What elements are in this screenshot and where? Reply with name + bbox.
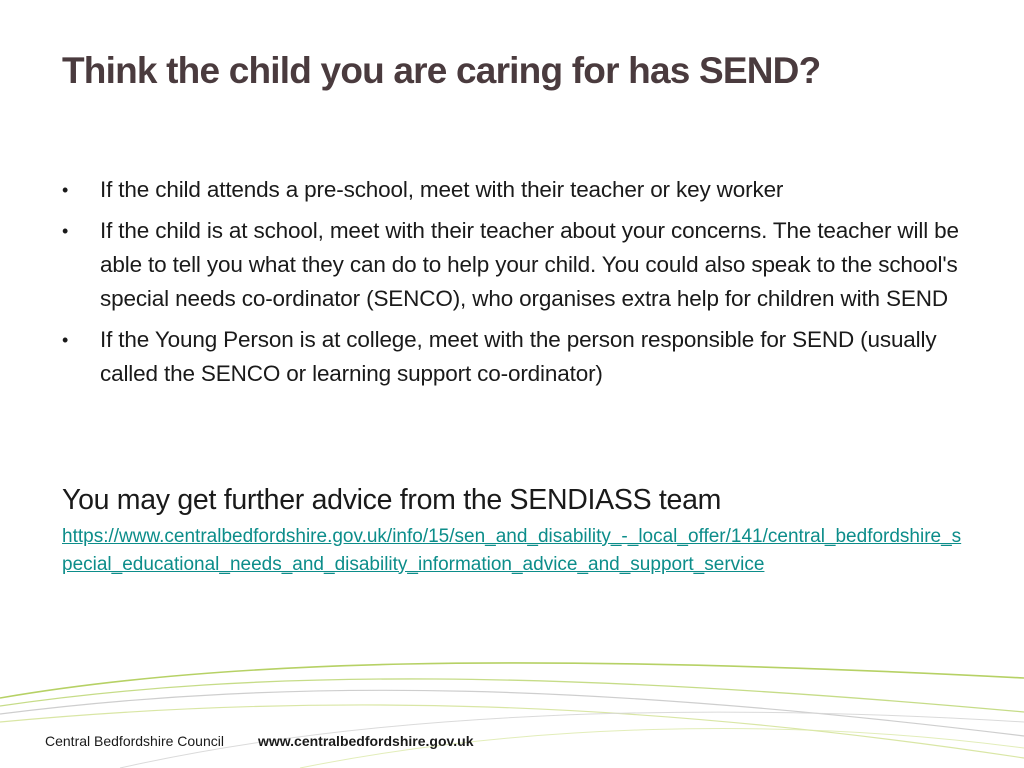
bullet-text: If the Young Person is at college, meet with the person responsible for SEND (usually called the SENCO or learning support co-ordinator) <box>100 327 937 386</box>
swoosh-line-green-3 <box>0 705 1024 758</box>
bullet-item <box>62 323 962 391</box>
footer-website: www.centralbedfordshire.gov.uk <box>258 733 474 749</box>
slide-title: Think the child you are caring for has SEND? <box>62 50 821 91</box>
bullet-list <box>62 173 962 398</box>
bullet-text: If the child attends a pre-school, meet with their teacher or key worker <box>100 177 784 202</box>
bullet-item <box>62 173 962 207</box>
advice-text: You may get further advice from the SENDIASS team <box>62 484 722 516</box>
swoosh-line-green-2 <box>0 679 1024 712</box>
swoosh-line-gray-1 <box>0 690 1024 736</box>
bullet-item <box>62 214 962 316</box>
footer-council-name: Central Bedfordshire Council <box>45 733 224 749</box>
bullet-text: If the child is at school, meet with their teacher about your concerns. The teacher will be able to tell you what they can do to help your child. You could also speak to the school's special needs co-ordinator (SENCO), who organises extra help for children with SEND <box>100 218 959 311</box>
sendiass-link[interactable]: https://www.centralbedfordshire.gov.uk/info/15/sen_and_disability_-_local_offer/141/central_bedfordshire_special_educational_needs_and_disability_information_advice_and_support_service <box>62 526 962 575</box>
bullet-dot-icon: • <box>62 330 69 350</box>
bullet-dot-icon: • <box>62 221 69 241</box>
bullet-dot-icon: • <box>62 180 69 200</box>
